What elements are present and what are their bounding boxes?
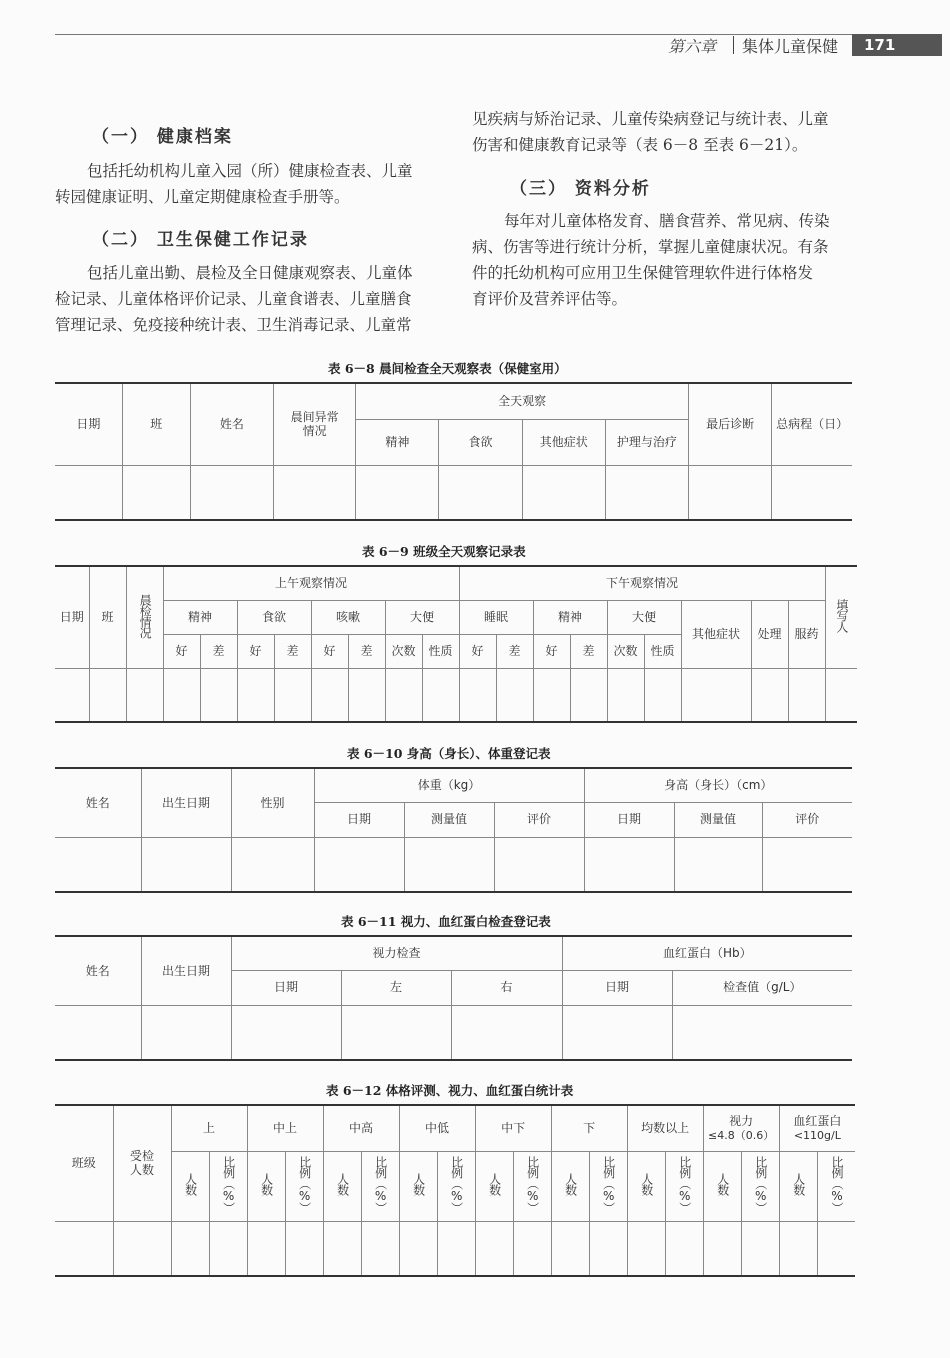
text-line: 转园健康证明、儿童定期健康检查手册等。 [55,188,350,206]
header-weight: 体重（kg） [314,768,584,802]
table-cell [55,465,122,520]
header-count: 次数 [385,634,422,668]
header-bad: 差 [496,634,533,668]
group-label: 上 [203,1121,216,1136]
header-ratio [209,1151,247,1221]
table-cell [703,1221,741,1276]
table-cell [89,668,126,722]
table-cell [311,668,348,722]
table-cell [323,1221,361,1276]
table-6-11 [55,935,852,1061]
table-cell [314,837,404,892]
table-cell [513,1221,551,1276]
header-pm-spirit: 精神 [533,600,607,634]
header-morning-check [126,566,163,668]
header-count: 次数 [607,634,644,668]
text-line: 件的托幼机构可应用卫生保健管理软件进行体格发 [472,264,814,282]
header-birth-date: 出生日期 [141,768,231,837]
table-cell [689,465,772,520]
table-cell [825,668,857,722]
header-am-cough: 咳嗽 [311,600,385,634]
section-heading-2: （二） 卫生保健工作记录 [92,230,309,250]
text-line: 包括托幼机构儿童入园（所）健康检查表、儿童 [87,162,413,180]
people-label: 人数 [487,1173,502,1196]
table-cell [209,1221,247,1276]
table-cell [356,465,439,520]
people-label: 人数 [183,1173,198,1196]
chapter-label: 第六章 [668,37,717,56]
table-cell [285,1221,323,1276]
ratio-label: 比例（%） [373,1155,388,1213]
text-line: 育评价及营养评估等。 [472,290,628,308]
group-label: 均数以上 [641,1121,690,1136]
section-1-text [55,158,440,210]
section-3-text [472,208,857,312]
table-cell [762,837,852,892]
header-other-symptoms: 其他症状 [681,600,751,668]
ratio-label: 比例（%） [601,1155,616,1213]
section-heading-1: （一） 健康档案 [92,127,233,147]
header-spirit: 精神 [356,419,439,465]
text-line: 伤害和健康教育记录等（表 6－8 至表 6－21）。 [472,136,808,154]
page-number: 171 [852,34,942,56]
morning-check-label: 晨检情况 [138,593,153,638]
header-morning-abnormal: 晨间异常 情况 [274,383,356,465]
group-label: 中低 [425,1121,450,1136]
header-people [323,1151,361,1221]
header-hb-date: 日期 [562,970,672,1005]
ratio-label: 比例（%） [829,1155,844,1213]
people-label: 人数 [259,1173,274,1196]
table-cell [562,1005,672,1060]
header-ratio [589,1151,627,1221]
header-good: 好 [311,634,348,668]
table-6-11-caption: 表 6－11 视力、血红蛋白检查登记表 [341,914,551,929]
header-date: 日期 [55,383,122,465]
header-class: 班 [122,383,190,465]
header-filled-by [825,566,857,668]
header-sex: 性别 [231,768,314,837]
header-height: 身高（身长）（cm） [584,768,852,802]
header-name: 姓名 [190,383,273,465]
group-label: 血红蛋白 [793,1114,842,1129]
header-ratio [437,1151,475,1221]
header-group [779,1105,855,1151]
header-bad: 差 [348,634,385,668]
header-ratio [741,1151,779,1221]
ratio-label: 比例（%） [449,1155,464,1213]
header-hemoglobin: 血红蛋白（Hb） [562,936,852,970]
people-label: 人数 [563,1173,578,1196]
header-group [323,1105,399,1151]
ratio-label: 比例（%） [221,1155,236,1213]
header-group [475,1105,551,1151]
text-line: 检记录、儿童体格评价记录、儿童食谱表、儿童膳食 [55,290,412,308]
group-label: 中上 [273,1121,298,1136]
group-label: 中下 [501,1121,526,1136]
header-bad: 差 [274,634,311,668]
header-people [703,1151,741,1221]
people-label: 人数 [411,1173,426,1196]
table-cell [399,1221,437,1276]
header-appetite: 食欲 [439,419,522,465]
table-cell [163,668,200,722]
header-am-spirit: 精神 [163,600,237,634]
table-cell [627,1221,665,1276]
header-pm-observation: 下午观察情况 [459,566,825,600]
table-6-10 [55,767,852,893]
header-good: 好 [533,634,570,668]
header-weight-eval: 评价 [494,802,584,837]
table-cell [141,837,231,892]
header-height-date: 日期 [584,802,674,837]
header-am-observation: 上午观察情况 [163,566,459,600]
header-other-symptoms: 其他症状 [522,419,605,465]
group-label: 视力 [729,1114,754,1129]
table-cell [231,1005,341,1060]
people-label: 人数 [639,1173,654,1196]
header-group [627,1105,703,1151]
header-care-treatment: 护理与治疗 [605,419,688,465]
table-cell [607,668,644,722]
header-right: 右 [451,970,562,1005]
table-cell [200,668,237,722]
header-nature: 性质 [422,634,459,668]
table-cell [681,668,751,722]
table-cell [126,668,163,722]
header-class: 班级 [55,1105,113,1221]
header-group [247,1105,323,1151]
table-cell [644,668,681,722]
header-bad: 差 [570,634,607,668]
table-cell [422,668,459,722]
group-label: 下 [583,1121,596,1136]
table-cell [475,1221,513,1276]
header-birth-date: 出生日期 [141,936,231,1005]
table-cell [55,668,89,722]
table-cell [274,668,311,722]
header-class: 班 [89,566,126,668]
ratio-label: 比例（%） [677,1155,692,1213]
column-2-text [472,106,857,158]
table-cell [55,837,141,892]
header-height-eval: 评价 [762,802,852,837]
table-cell [605,465,688,520]
header-ratio [285,1151,323,1221]
header-bad: 差 [200,634,237,668]
header-people [627,1151,665,1221]
header-am-stool: 大便 [385,600,459,634]
header-people [475,1151,513,1221]
table-cell [274,465,356,520]
header-am-appetite: 食欲 [237,600,311,634]
text-line: 每年对儿童体格发育、膳食营养、常见病、传染 [504,212,830,230]
table-cell [741,1221,779,1276]
text-line: 病、伤害等进行统计分析，掌握儿童健康状况。有条 [472,238,829,256]
table-cell [672,1005,852,1060]
header-hb-value: 检查值（g/L） [672,970,852,1005]
header-good: 好 [459,634,496,668]
header-ratio [817,1151,855,1221]
table-6-9 [55,565,857,723]
table-6-10-caption: 表 6－10 身高（身长）、体重登记表 [347,746,551,761]
table-6-12-caption: 表 6－12 体格评测、视力、血红蛋白统计表 [326,1083,574,1098]
table-cell [522,465,605,520]
header-handling: 处理 [751,600,788,668]
ratio-label: 比例（%） [753,1155,768,1213]
header-all-day-observation: 全天观察 [356,383,689,419]
table-cell [437,1221,475,1276]
header-people [247,1151,285,1221]
header-height-value: 测量值 [674,802,762,837]
table-cell [772,465,852,520]
table-cell [674,837,762,892]
group-label: 中高 [349,1121,374,1136]
header-total-course: 总病程（日） [772,383,852,465]
filled-by-label: 填写人 [834,599,849,633]
header-medication: 服药 [788,600,825,668]
header-separator [733,36,734,54]
people-label: 人数 [715,1173,730,1196]
header-name: 姓名 [55,936,141,1005]
header-weight-date: 日期 [314,802,404,837]
table-cell [570,668,607,722]
table-cell [190,465,273,520]
header-people [171,1151,209,1221]
ratio-label: 比例（%） [525,1155,540,1213]
header-final-diagnosis: 最后诊断 [689,383,772,465]
table-cell [451,1005,562,1060]
section-2-text [55,260,440,338]
group-sublabel: <110g/L [793,1128,841,1142]
text-line: 包括儿童出勤、晨检及全日健康观察表、儿童体 [87,264,413,282]
table-cell [551,1221,589,1276]
header-good: 好 [237,634,274,668]
table-6-8-caption: 表 6－8 晨间检查全天观察表（保健室用） [328,361,567,376]
header-good: 好 [163,634,200,668]
header-pm-stool: 大便 [607,600,681,634]
table-cell [55,1221,113,1276]
ratio-label: 比例（%） [297,1155,312,1213]
text-line: 见疾病与矫治记录、儿童传染病登记与统计表、儿童 [472,110,829,128]
table-cell [459,668,496,722]
header-ratio [513,1151,551,1221]
table-cell [665,1221,703,1276]
table-cell [141,1005,231,1060]
header-group [171,1105,247,1151]
table-cell [231,837,314,892]
table-cell [494,837,584,892]
table-cell [361,1221,399,1276]
header-vision-check: 视力检查 [231,936,562,970]
header-ratio [665,1151,703,1221]
text-line: 管理记录、免疫接种统计表、卫生消毒记录、儿童常 [55,316,412,334]
header-ratio [361,1151,399,1221]
table-cell [171,1221,209,1276]
header-group [703,1105,779,1151]
table-cell [385,668,422,722]
table-cell [404,837,494,892]
header-weight-value: 测量值 [404,802,494,837]
table-cell [788,668,825,722]
table-cell [779,1221,817,1276]
table-cell [817,1221,855,1276]
header-people [551,1151,589,1221]
header-people [399,1151,437,1221]
header-people [779,1151,817,1221]
header-name: 姓名 [55,768,141,837]
header-group [399,1105,475,1151]
table-cell [496,668,533,722]
table-cell [55,1005,141,1060]
header-left: 左 [341,970,451,1005]
header-group [551,1105,627,1151]
table-cell [533,668,570,722]
table-cell [247,1221,285,1276]
header-examined-count: 受检 人数 [113,1105,171,1221]
table-cell [439,465,522,520]
header-nature: 性质 [644,634,681,668]
header-pm-sleep: 睡眠 [459,600,533,634]
people-label: 人数 [791,1173,806,1196]
table-6-12 [55,1104,855,1277]
group-sublabel: ≤4.8（0.6） [708,1128,775,1142]
table-cell [348,668,385,722]
people-label: 人数 [335,1173,350,1196]
table-cell [122,465,190,520]
table-6-9-caption: 表 6－9 班级全天观察记录表 [362,544,526,559]
section-heading-3: （三） 资料分析 [510,179,651,199]
table-cell [584,837,674,892]
table-cell [589,1221,627,1276]
table-cell [341,1005,451,1060]
table-cell [237,668,274,722]
header-date: 日期 [55,566,89,668]
table-cell [113,1221,171,1276]
table-cell [751,668,788,722]
table-6-8 [55,382,852,521]
header-vision-date: 日期 [231,970,341,1005]
chapter-title: 集体儿童保健 [742,37,839,56]
